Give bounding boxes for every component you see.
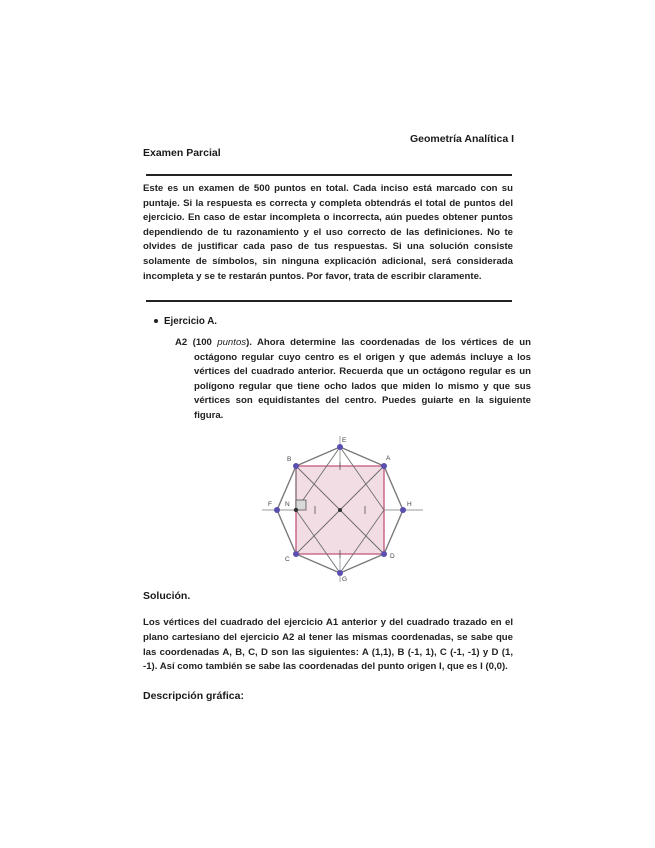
exercise-heading (154, 316, 217, 327)
solution-paragraph: Los vértices del cuadrado del ejercicio A1 anterior y del cuadrado trazado en el plano cartesiano del ejercicio A2 al tener las mismas coordenadas, se sabe que las coordenadas A, B, C, D son las siguientes: A (1,1), B (-1, 1), C (-1, -1) y D (1, -1). Así como también se sabe las coordenadas del punto origen I, que es I (0,0). (143, 617, 513, 673)
point-c (293, 551, 299, 557)
point-h (400, 507, 406, 513)
divider-top (146, 174, 512, 176)
label-n: N (285, 501, 290, 508)
exercise-code: A2 (100 (175, 337, 218, 348)
label-f: F (268, 501, 272, 508)
point-origin (338, 508, 342, 512)
exercise-heading-label: Ejercicio A. (164, 316, 217, 327)
label-g: G (342, 576, 348, 583)
point-n (294, 508, 298, 512)
label-d: D (390, 553, 395, 560)
point-f (274, 507, 280, 513)
label-a: A (386, 455, 391, 462)
exercise-text: ). Ahora determine las coordenadas de los vértices de un octágono regular cuyo centro es el origen y que además incluye a los vértices del cuadrado anterior. Recuerda que un octágono regular es un polígono regular que tiene ocho lados que miden lo mismo y que sus vértices son equidistantes del centro. Puedes guiarte en la siguiente figura. (194, 337, 532, 421)
point-e (337, 444, 343, 450)
divider-bottom (146, 300, 512, 302)
bullet-icon (154, 319, 158, 323)
description-title: Descripción gráfica: (143, 690, 244, 702)
label-e: E (342, 437, 347, 444)
intro-paragraph: Este es un examen de 500 puntos en total. Cada inciso está marcado con su puntaje. Si la respuesta es correcta y completa obtendrás el total de puntos del ejercicio. En caso de estar incompleta o incorrecta, aún puedes obtener puntos dependiendo de tu razonamiento y el uso correcto de las definiciones. No te olvides de justificar cada paso de tus respuestas. Si una solución consiste solamente de símbolos, sin ninguna explicación adicional, será considerada incompleta y se te restarán puntos. Por favor, trata de escribir claramente. (143, 183, 513, 282)
exercise-points-word: puntos (217, 337, 247, 348)
label-h: H (407, 501, 412, 508)
point-a (381, 463, 387, 469)
course-title: Geometría Analítica I (409, 133, 514, 145)
point-b (293, 463, 299, 469)
octagon-figure (260, 434, 425, 584)
solution-title: Solución. (143, 590, 191, 602)
point-d (381, 551, 387, 557)
label-b: B (287, 456, 292, 463)
label-c: C (285, 556, 290, 563)
exercise-statement (175, 336, 531, 424)
exam-type: Examen Parcial (143, 147, 221, 159)
